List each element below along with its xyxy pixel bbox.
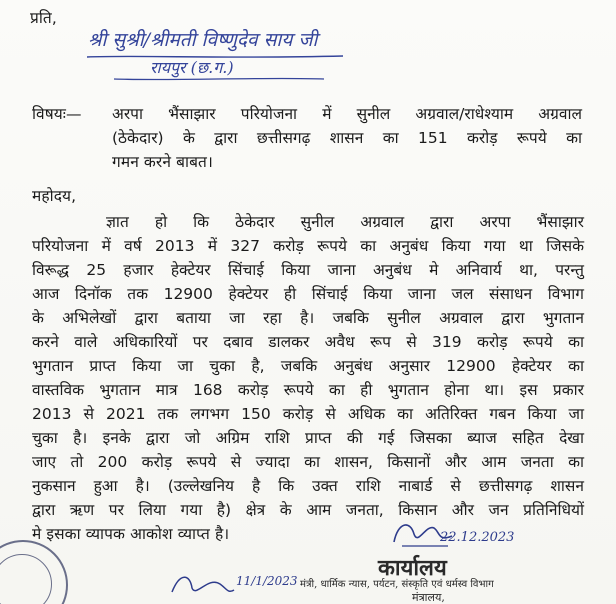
body-line-10: चुका है। इनके द्वारा जो अग्रिम राशि प्राप्त की गई जिसका ब्याज सहित देखा: [32, 429, 584, 447]
body-line-1: ज्ञात हो कि ठेकेदार सुनील अग्रवाल द्वारा अरपा भैंसाझार: [106, 213, 584, 231]
bottom-signature-scribble: [168, 570, 238, 600]
subject-line-2: (ठेकेदार) के द्वारा छत्तीसगढ़ शासन का 151 करोड़ रूपये का: [112, 129, 582, 147]
recipient-city-underline: [112, 76, 327, 82]
ministry-line-1: मंत्री, धार्मिक न्यास, पर्यटन, संस्कृति एवं धर्मस्व विभाग: [300, 579, 494, 590]
bottom-sign-date: 11/1/2023: [236, 574, 298, 588]
body-line-7: भुगतान प्राप्त किया जा चुका है, जबकि अनुबंध अनुसार 12900 हेक्टेयर का: [32, 357, 584, 375]
salutation: महोदय,: [32, 187, 77, 205]
official-seal: [0, 540, 68, 604]
body-line-3: विरूद्ध 25 हजार हेक्टेयर सिंचाई किया जाना अनुबंध मे अनिवार्य था, परन्तु: [32, 261, 584, 279]
body-line-13: द्वारा ऋण पर लिया गया है) क्षेत्र के आम जनता, किसान और जन प्रतिनिधियों: [32, 501, 584, 519]
body-line-6: करने वाले अधिकारियों पर दबाव डालकर अवैध रूप से 319 करोड़ रूपये का: [32, 333, 584, 351]
signature-date: 22.12.2023: [440, 530, 515, 545]
body-line-9: 2013 से 2021 तक लगभग 150 करोड़ से अधिक का अतिरिक्त गबन किया जा: [32, 405, 584, 423]
subject-label: विषयः—: [32, 105, 82, 123]
subject-line-1: अरपा भैंसाझार परियोजना में सुनील अग्रवाल/राधेश्याम अग्रवाल: [112, 105, 582, 123]
body-line-5: के अभिलेखों द्वारा बताया जा रहा है। जबकि सुनील अग्रवाल द्वारा भुगतान: [32, 309, 584, 327]
office-label: कार्यालय: [378, 555, 447, 581]
body-line-11: जाए तो 200 करोड़ रूपये से ज्यादा का शासन, किसानों और आम जनता का: [32, 453, 584, 471]
body-line-8: वास्तविक भुगतान मात्र 168 करोड़ रूपये का ही भुगतान होना था। इस प्रकार: [32, 381, 584, 399]
body-line-2: परियोजना में वर्ष 2013 में 327 करोड़ रूपये का अनुबंध किया गया था जिसके: [32, 237, 584, 255]
body-line-12: नुकसान हुआ है। (उल्लेखनिय है कि उक्त राशि नाबार्ड से छत्तीसगढ़ शासन: [32, 477, 584, 495]
body-line-4: आज दिनॉक तक 12900 हेक्टेयर ही सिंचाई किया जाना जल संसाधन विभाग: [32, 285, 584, 303]
recipient-name: श्री सुश्री/श्रीमती विष्णुदेव साय जी: [88, 29, 318, 51]
subject-line-3: गमन करने बाबत।: [112, 153, 213, 171]
prati-label: प्रति,: [30, 9, 57, 27]
ministry-line-2: मंत्रालय,: [412, 591, 445, 604]
body-line-14: मे इसका व्यापक आकोश व्याप्त है।: [32, 525, 230, 543]
recipient-city: रायपुर (छ.ग.): [150, 58, 234, 77]
